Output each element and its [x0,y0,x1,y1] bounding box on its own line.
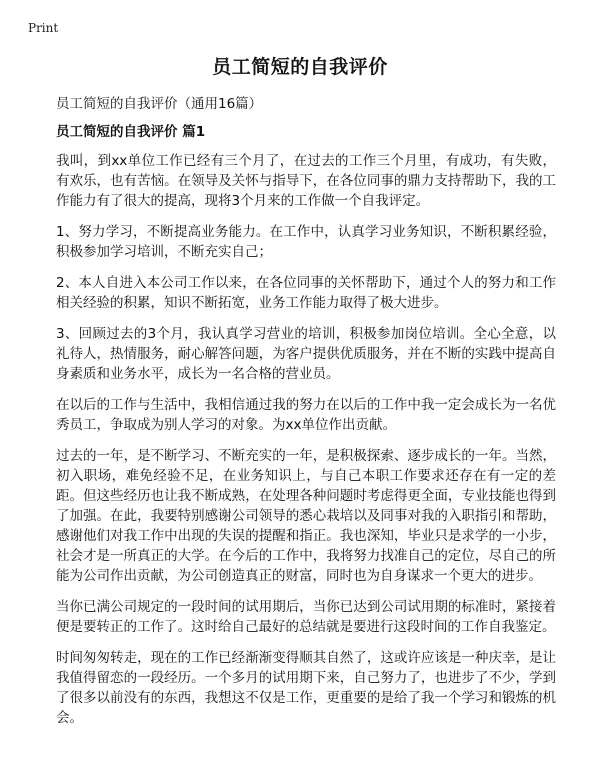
document-body [56,95,556,739]
section-heading: 员工简短的自我评价 篇1 [56,124,206,140]
paragraph-past-year: 过去的一年，是不断学习、不断充实的一年，是积极探索、逐步成长的一年。当然，初入职场，难免经验不足，在业务知识上，与自己本职工作要求还存在有一定的差距。但这些经历也让我不断成熟，在处理各种问题时考虑得更全面，专业技能也得到了加强。在此，我要特别感谢公司领导的悉心栽培以及同事对我的入职指引和帮助，感谢他们对我工作中出现的失误的提醒和指正。我也深知，毕业只是求学的一小步，社会才是一所真正的大学。在今后的工作中，我将努力找准自己的定位，尽自己的所能为公司作出贡献，为公司创造真正的财富，同时也为自身谋求一个更大的进步。 [56,448,556,584]
paragraph-point-1: 1、努力学习，不断提高业务能力。在工作中，认真学习业务知识，不断积累经验，积极参加学习培训，不断充实自己； [56,224,556,260]
print-link[interactable]: Print [28,21,59,35]
paragraph-point-3: 3、回顾过去的3个月，我认真学习营业的培训，积极参加岗位培训。全心全意，以礼待人，热情服务，耐心解答问题，为客户提供优质服务，并在不断的实践中提高自身素质和业务水平，成长为一名合格的营业员。 [56,326,556,382]
document-subtitle: 员工简短的自我评价（通用16篇） [56,96,263,112]
paragraph-intro: 我叫，到xx单位工作已经有三个月了，在过去的工作三个月里，有成功，有失败，有欢乐，也有苦恼。在领导及关怀与指导下，在各位同事的鼎力支持帮助下，我的工作能力有了很大的提高，现将3个月来的工作做一个自我评定。 [56,153,556,209]
paragraph-probation: 当你已满公司规定的一段时间的试用期后，当你已达到公司试用期的标准时，紧接着便是要转正的工作了。这时给自己最好的总结就是要进行这段时间的工作自我鉴定。 [56,599,556,635]
paragraph-point-2: 2、本人自进入本公司工作以来，在各位同事的关怀帮助下，通过个人的努力和工作相关经验的积累，知识不断拓宽，业务工作能力取得了极大进步。 [56,275,556,311]
document-title: 员工简短的自我评价 [212,56,388,78]
paragraph-time-passes: 时间匆匆转走，现在的工作已经渐渐变得顺其自然了，这或许应该是一种庆幸，是让我值得留恋的一段经历。一个多月的试用期下来，自己努力了，也进步了不少，学到了很多以前没有的东西，我想这不仅是工作，更重要的是给了我一个学习和锻炼的机会。 [56,650,556,726]
paragraph-future: 在以后的工作与生活中，我相信通过我的努力在以后的工作中我一定会成长为一名优秀员工，争取成为别人学习的对象。为xx单位作出贡献。 [56,397,556,433]
